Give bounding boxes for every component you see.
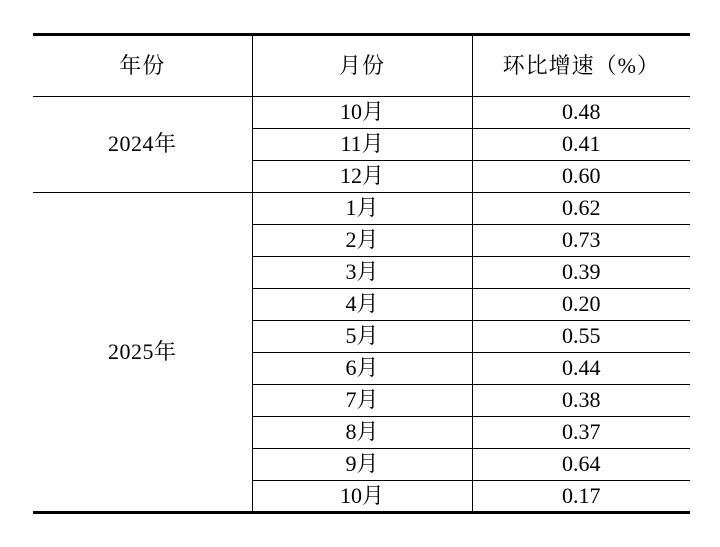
- month-cell: 10月: [252, 481, 472, 513]
- month-cell: 6月: [252, 353, 472, 385]
- value-cell: 0.64: [472, 449, 690, 481]
- month-cell: 11月: [252, 129, 472, 161]
- value-cell: 0.37: [472, 417, 690, 449]
- month-cell: 8月: [252, 417, 472, 449]
- table-row: [33, 97, 690, 129]
- month-cell: 5月: [252, 321, 472, 353]
- value-cell: 0.17: [472, 481, 690, 513]
- month-cell: 10月: [252, 97, 472, 129]
- value-cell: 0.48: [472, 97, 690, 129]
- month-cell: 9月: [252, 449, 472, 481]
- table-row: [33, 193, 690, 225]
- month-cell: 7月: [252, 385, 472, 417]
- month-cell: 12月: [252, 161, 472, 193]
- growth-rate-table: [33, 33, 690, 514]
- value-cell: 0.55: [472, 321, 690, 353]
- month-cell: 1月: [252, 193, 472, 225]
- value-cell: 0.20: [472, 289, 690, 321]
- value-cell: 0.39: [472, 257, 690, 289]
- table-header-row: [33, 35, 690, 97]
- header-year: 年份: [33, 35, 252, 97]
- header-growth-rate: 环比增速（%）: [472, 35, 690, 97]
- month-cell: 2月: [252, 225, 472, 257]
- value-cell: 0.41: [472, 129, 690, 161]
- value-cell: 0.62: [472, 193, 690, 225]
- value-cell: 0.73: [472, 225, 690, 257]
- value-cell: 0.44: [472, 353, 690, 385]
- month-cell: 4月: [252, 289, 472, 321]
- year-cell-2025: 2025年: [33, 193, 252, 513]
- month-cell: 3月: [252, 257, 472, 289]
- header-month: 月份: [252, 35, 472, 97]
- value-cell: 0.38: [472, 385, 690, 417]
- year-cell-2024: 2024年: [33, 97, 252, 193]
- value-cell: 0.60: [472, 161, 690, 193]
